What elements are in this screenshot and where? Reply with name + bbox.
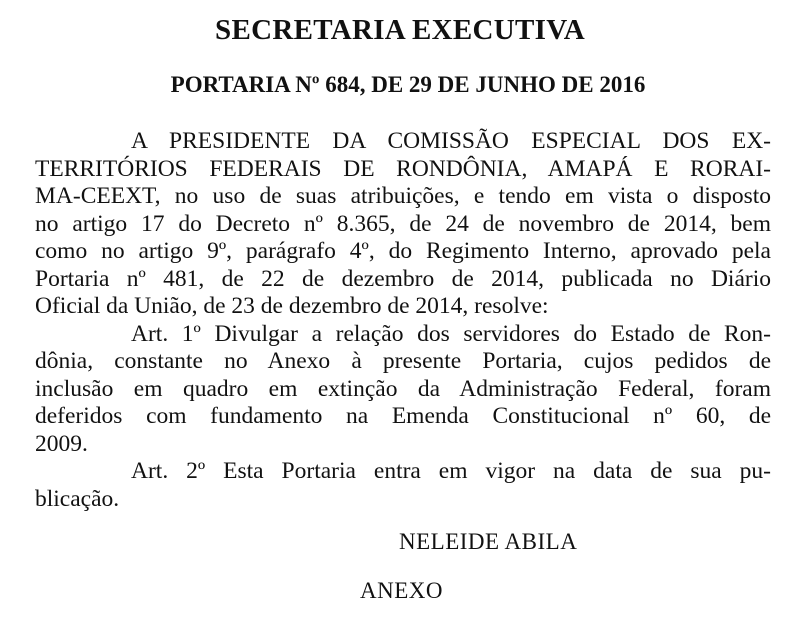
article-2-line: Art. 2º Esta Portaria entra em vigor na data de sua pu-: [131, 458, 771, 484]
portaria-title: PORTARIA Nº 684, DE 29 DE JUNHO DE 2016: [170, 72, 646, 97]
article-1-line: inclusão em quadro em extinção da Administração Federal, foram: [35, 376, 771, 402]
preamble-line: MA-CEEXT, no uso de suas atribuições, e tendo em vista o disposto: [35, 183, 771, 209]
preamble-line: Portaria nº 481, de 22 de dezembro de 2014, publicada no Diário: [35, 266, 771, 292]
signature-name: NELEIDE ABILA: [399, 529, 578, 554]
annex-label: ANEXO: [360, 578, 443, 603]
article-1-line: deferidos com fundamento na Emenda Constitucional nº 60, de: [35, 403, 771, 429]
article-2-line: blicação.: [35, 486, 120, 512]
article-1-line: Art. 1º Divulgar a relação dos servidores do Estado de Ron-: [131, 321, 771, 347]
preamble-line: A PRESIDENTE DA COMISSÃO ESPECIAL DOS EX-: [131, 128, 771, 154]
article-1-line: 2009.: [35, 431, 88, 457]
preamble-line: como no artigo 9º, parágrafo 4º, do Regimento Interno, aprovado pela: [35, 238, 771, 264]
preamble-line: Oficial da União, de 23 de dezembro de 2014, resolve:: [35, 293, 549, 319]
preamble-line: TERRITÓRIOS FEDERAIS DE RONDÔNIA, AMAPÁ E RORAI-: [35, 156, 771, 182]
document-heading: SECRETARIA EXECUTIVA: [215, 14, 585, 46]
preamble-line: no artigo 17 do Decreto nº 8.365, de 24 de novembro de 2014, bem: [35, 211, 771, 237]
article-1-line: dônia, constante no Anexo à presente Portaria, cujos pedidos de: [35, 348, 771, 374]
